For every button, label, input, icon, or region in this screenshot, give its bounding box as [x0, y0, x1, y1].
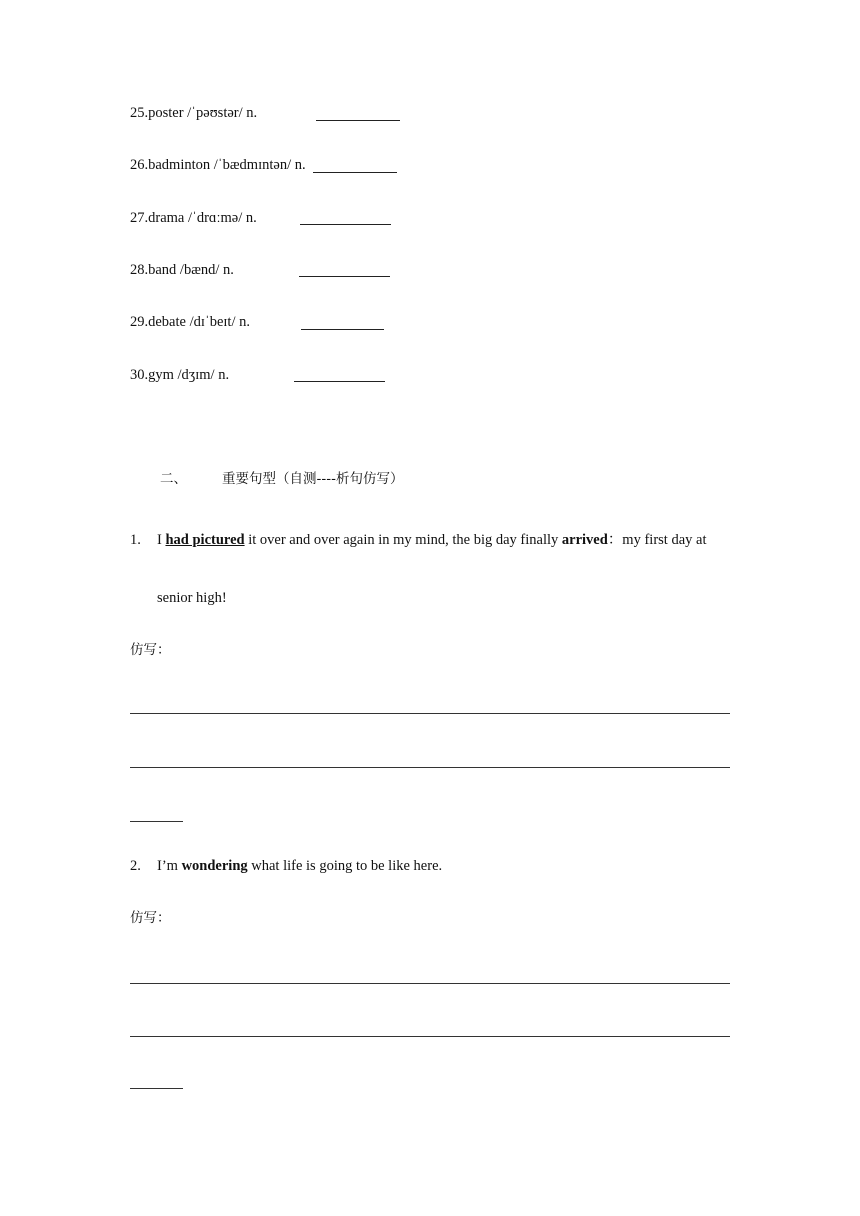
key-word: wondering: [181, 858, 248, 874]
sentence-text: [157, 859, 442, 874]
answer-blank[interactable]: [294, 381, 385, 382]
key-phrase: had pictured: [165, 532, 245, 548]
practice-label: 仿写：: [130, 910, 171, 926]
writing-line[interactable]: [130, 821, 183, 822]
sentence-continuation: senior high!: [157, 590, 227, 606]
vocab-item-drama: 27.drama /ˈdrɑːmə/ n.: [130, 210, 257, 226]
answer-blank[interactable]: [300, 224, 391, 225]
vocab-item-debate: 29.debate /dɪˈbeɪt/ n.: [130, 314, 250, 330]
sentence-text: [157, 533, 706, 548]
vocab-item-band: 28.band /bænd/ n.: [130, 262, 234, 278]
writing-line[interactable]: [130, 1088, 183, 1089]
practice-label: 仿写：: [130, 642, 171, 658]
writing-line[interactable]: [130, 983, 730, 984]
sentence-fragment: I’m: [157, 858, 182, 874]
sentence-fragment: what life is going to be like here.: [247, 858, 443, 874]
sentence-number: 2.: [130, 858, 141, 874]
answer-blank[interactable]: [301, 329, 384, 330]
writing-line[interactable]: [130, 1036, 730, 1037]
answer-blank[interactable]: [316, 120, 400, 121]
sentence-fragment: I: [157, 532, 166, 548]
key-word: arrived: [561, 532, 608, 548]
section-title: 重要句型（自测----析句仿写）: [222, 471, 404, 487]
writing-line[interactable]: [130, 767, 730, 768]
answer-blank[interactable]: [313, 172, 397, 173]
section-number: 二、: [160, 471, 187, 487]
sentence-fragment: ：my first day at: [607, 532, 707, 548]
vocab-item-poster: 25.poster /ˈpəʊstər/ n.: [130, 105, 258, 121]
vocab-item-gym: 30.gym /dʒɪm/ n.: [130, 367, 230, 383]
vocab-item-badminton: 26.badminton /ˈbædmɪntən/ n.: [130, 157, 306, 173]
sentence-number: 1.: [130, 532, 141, 548]
answer-blank[interactable]: [299, 276, 390, 277]
sentence-fragment: it over and over again in my mind, the big day finally: [244, 532, 562, 548]
writing-line[interactable]: [130, 713, 730, 714]
